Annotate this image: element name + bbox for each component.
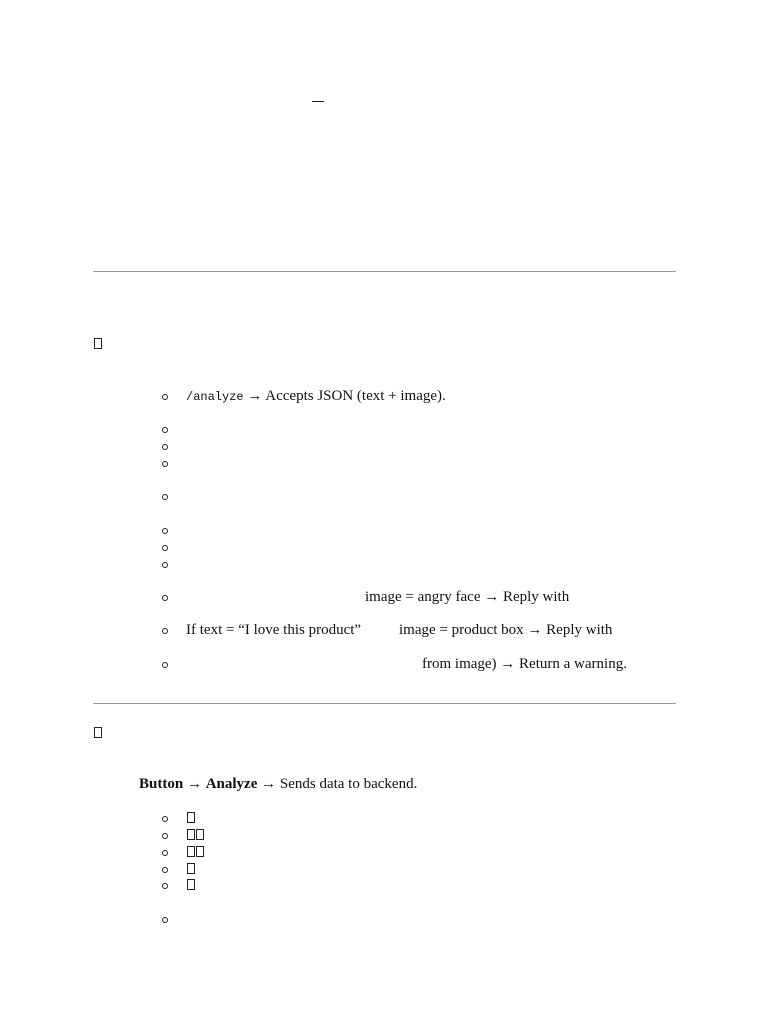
list-bullet xyxy=(162,444,168,450)
list-item-glyphs xyxy=(187,843,205,861)
list-item-warning: from image) → Return a warning. xyxy=(422,656,627,672)
button-description-line xyxy=(139,775,417,793)
list-bullet xyxy=(162,394,168,400)
arrow: → xyxy=(186,776,202,792)
list-bullet xyxy=(162,833,168,839)
section1-heading-icon xyxy=(94,335,103,353)
list-item-angry-face: image = angry face → Reply with xyxy=(365,589,570,605)
list-bullet xyxy=(162,883,168,889)
section-divider-1 xyxy=(93,271,676,272)
list-bullet xyxy=(162,528,168,534)
button-word: Button xyxy=(139,776,184,792)
list-item-love-product-a: If text = “I love this product” xyxy=(186,622,362,638)
list-item-glyphs xyxy=(187,876,196,894)
list-bullet xyxy=(162,850,168,856)
list-bullet xyxy=(162,867,168,873)
analyze-word: Analyze xyxy=(205,776,258,792)
list-bullet xyxy=(162,917,168,923)
top-dash-mark xyxy=(312,101,324,102)
list-bullet xyxy=(162,816,168,822)
section2-heading-icon xyxy=(94,724,103,742)
list-item-glyphs xyxy=(187,809,196,827)
endpoint-code: /analyze xyxy=(186,390,244,404)
list-bullet xyxy=(162,545,168,551)
list-item-love-product-b: image = product box → Reply with xyxy=(399,622,613,638)
list-item-glyphs xyxy=(187,826,205,844)
list-bullet xyxy=(162,427,168,433)
list-item-analyze xyxy=(186,387,446,406)
list-bullet xyxy=(162,494,168,500)
section-divider-2 xyxy=(93,703,676,704)
list-bullet xyxy=(162,562,168,568)
list-bullet xyxy=(162,595,168,601)
list-item-text: → Accepts JSON (text + image). xyxy=(247,388,446,404)
list-bullet xyxy=(162,662,168,668)
button-description-text: → Sends data to backend. xyxy=(261,776,418,792)
list-bullet xyxy=(162,628,168,634)
list-bullet xyxy=(162,461,168,467)
